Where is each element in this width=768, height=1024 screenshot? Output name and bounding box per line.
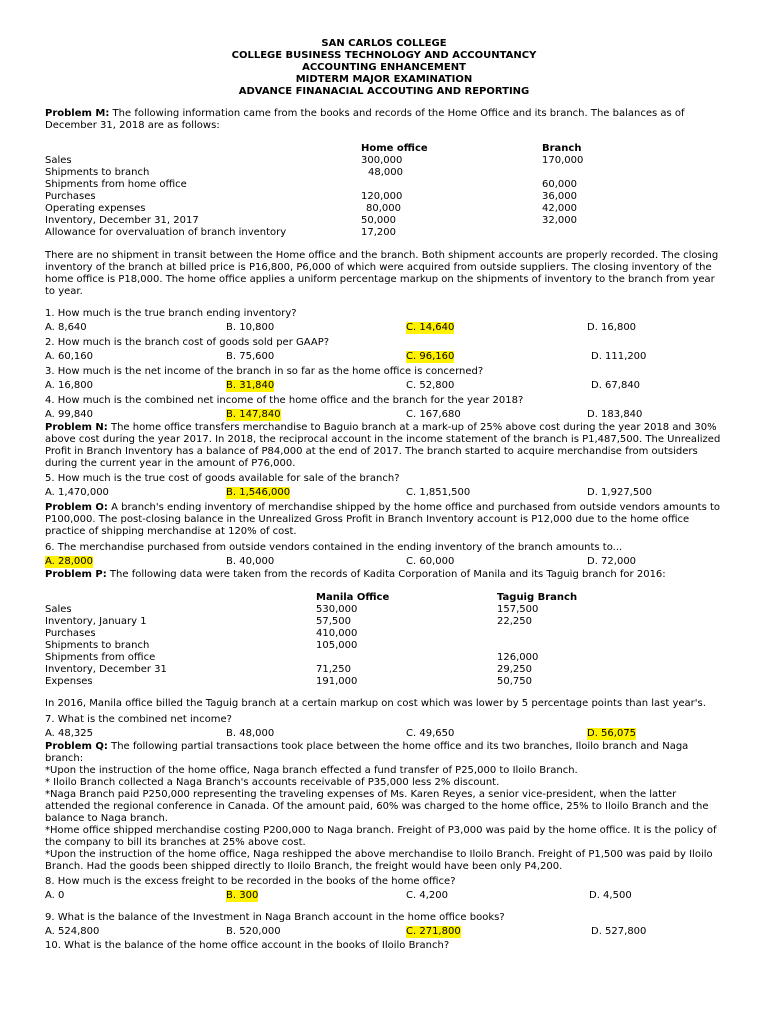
row-label: Purchases <box>45 628 96 639</box>
col-branch: Branch <box>542 143 582 154</box>
problem-q-item: * Iloilo Branch collected a Naga Branch's accounts receivable of P35,000 less 2% discount. <box>45 777 500 788</box>
problem-p-paragraph: In 2016, Manila office billed the Taguig branch at a certain markup on cost which was lower by 5 percentage points than last year's. <box>45 698 706 709</box>
table-row <box>45 604 723 616</box>
taguig-value: 22,250 <box>497 616 532 627</box>
row-label: Shipments to branch <box>45 167 150 178</box>
home-office-value: 120,000 <box>361 191 403 202</box>
choice-a: A. 0 <box>45 890 65 901</box>
question-6 <box>45 542 723 568</box>
home-office-value: 80,000 <box>366 203 401 214</box>
manila-value: 57,500 <box>316 616 351 627</box>
problem-p-text: The following data were taken from the records of Kadita Corporation of Manila and its Taguig branch for 2016: <box>109 569 666 580</box>
choice-a: A. 99,840 <box>45 409 94 420</box>
table-row <box>45 227 723 239</box>
manila-value: 530,000 <box>316 604 358 615</box>
home-office-value: 17,200 <box>361 227 396 238</box>
row-label: Sales <box>45 155 72 166</box>
home-office-value: 48,000 <box>368 167 403 178</box>
problem-m-label: Problem M: <box>45 108 110 119</box>
choice-c: C. 60,000 <box>406 556 455 567</box>
choice-b-highlighted: B. 1,546,000 <box>226 487 291 498</box>
question-text <box>45 876 723 888</box>
question-10 <box>45 940 723 952</box>
choice-a: A. 524,800 <box>45 926 100 937</box>
choice-c: C. 4,200 <box>406 890 448 901</box>
problem-m-text: The following information came from the books and records of the Home Office and its branch. The balances as of December 31, 2018 are as follows: <box>45 108 685 131</box>
choices <box>45 487 723 499</box>
question-3 <box>45 366 723 392</box>
exam-page <box>45 38 723 952</box>
row-label: Purchases <box>45 191 96 202</box>
choices <box>45 380 723 392</box>
table-row <box>45 616 723 628</box>
problem-m-paragraph: There are no shipment in transit between the Home office and the branch. Both shipment accounts are properly recorded. The closing inventory of the branch at billed price is P16,800, P6,000 of which were acquired from outside suppliers. The closing inventory of the home office is P18,000. The home office applies a uniform percentage markup on the shipments of inventory to the branch from year to year. <box>45 250 719 297</box>
taguig-value: 126,000 <box>497 652 539 663</box>
problem-q-text: The following partial transactions took place between the home office and its two branches, Iloilo branch and Naga branch: <box>45 741 689 764</box>
problem-n-label: Problem N: <box>45 422 108 433</box>
choice-d: D. 67,840 <box>591 380 641 391</box>
question-stem: 6. The merchandise purchased from outside vendors contained in the ending inventory of the branch amounts to... <box>45 542 623 553</box>
taguig-value: 29,250 <box>497 664 532 675</box>
choices <box>45 926 723 938</box>
problem-p-label: Problem P: <box>45 569 107 580</box>
course-name: ADVANCE FINANACIAL ACCOUTING AND REPORTING <box>238 86 530 97</box>
question-1 <box>45 308 723 334</box>
choice-b-highlighted: B. 31,840 <box>226 380 275 391</box>
problem-n <box>45 422 723 470</box>
problem-o <box>45 502 723 538</box>
problem-q-label: Problem Q: <box>45 741 108 752</box>
choice-d: D. 72,000 <box>587 556 637 567</box>
choice-a-highlighted: A. 28,000 <box>45 556 94 567</box>
branch-value: 42,000 <box>542 203 577 214</box>
question-text <box>45 912 723 924</box>
choice-d: D. 183,840 <box>587 409 643 420</box>
choices <box>45 351 723 363</box>
choice-b: B. 40,000 <box>226 556 275 567</box>
exam-header <box>45 38 723 98</box>
question-7 <box>45 714 723 740</box>
question-stem: 10. What is the balance of the home office account in the books of Iloilo Branch? <box>45 940 450 951</box>
row-label: Inventory, January 1 <box>45 616 147 627</box>
choice-d: D. 16,800 <box>587 322 637 333</box>
col-manila-office: Manila Office <box>316 592 390 603</box>
home-office-value: 50,000 <box>361 215 396 226</box>
choice-b: B. 75,600 <box>226 351 275 362</box>
row-label: Shipments from office <box>45 652 156 663</box>
table-row <box>45 652 723 664</box>
problem-o-label: Problem O: <box>45 502 108 513</box>
choice-c: C. 49,650 <box>406 728 455 739</box>
problem-m-table <box>45 143 723 239</box>
school-name: SAN CARLOS COLLEGE <box>321 38 447 49</box>
question-text <box>45 337 723 349</box>
question-text <box>45 395 723 407</box>
choices <box>45 322 723 334</box>
question-text <box>45 308 723 320</box>
branch-value: 36,000 <box>542 191 577 202</box>
choice-a: A. 60,160 <box>45 351 94 362</box>
manila-value: 191,000 <box>316 676 358 687</box>
problem-n-text: The home office transfers merchandise to Baguio branch at a mark-up of 25% above cost during the year 2018 and 30% above cost during the year 2017. In 2018, the reciprocal account in the income statement of the branch is P1,487,500. The Unrealized Profit in Branch Inventory has a balance of P84,000 at the end of 2017. The branch started to acquire merchandise from outsiders during the current year in the amount of P76,000. <box>45 422 721 469</box>
question-stem: 1. How much is the true branch ending inventory? <box>45 308 297 319</box>
choice-d: D. 4,500 <box>589 890 632 901</box>
exam-name: MIDTERM MAJOR EXAMINATION <box>295 74 473 85</box>
problem-q-item: *Home office shipped merchandise costing P200,000 to Naga branch. Freight of P3,000 was paid by the home office. It is the policy of the company to bill its branches at 25% above cost. <box>45 825 717 848</box>
branch-value: 32,000 <box>542 215 577 226</box>
question-stem: 4. How much is the combined net income of the home office and the branch for the year 2018? <box>45 395 524 406</box>
problem-q-item: *Upon the instruction of the home office, Naga reshipped the above merchandise to Iloilo Branch. Freight of P1,500 was paid by Iloilo Branch. Had the goods been shipped directly to Iloilo Branch, the freight would have been only P4,200. <box>45 849 713 872</box>
choice-b-highlighted: B. 300 <box>226 890 259 901</box>
question-stem: 3. How much is the net income of the branch in so far as the home office is concerned? <box>45 366 484 377</box>
table-row <box>45 203 723 215</box>
table-header <box>45 592 723 604</box>
col-taguig-branch: Taguig Branch <box>497 592 578 603</box>
row-label: Shipments to branch <box>45 640 150 651</box>
college-name: COLLEGE BUSINESS TECHNOLOGY AND ACCOUNTANCY <box>231 50 537 61</box>
problem-p-table <box>45 592 723 688</box>
table-row <box>45 167 723 179</box>
question-5 <box>45 473 723 499</box>
question-text <box>45 366 723 378</box>
question-stem: 9. What is the balance of the Investment in Naga Branch account in the home office books? <box>45 912 505 923</box>
choices <box>45 409 723 421</box>
question-8 <box>45 876 723 902</box>
question-text <box>45 473 723 485</box>
question-2 <box>45 337 723 363</box>
choice-a: A. 16,800 <box>45 380 94 391</box>
taguig-value: 157,500 <box>497 604 539 615</box>
row-label: Inventory, December 31, 2017 <box>45 215 199 226</box>
choice-c-highlighted: C. 271,800 <box>406 926 461 937</box>
problem-q-item: *Upon the instruction of the home office, Naga branch effected a fund transfer of P25,000 to Iloilo Branch. <box>45 765 578 776</box>
table-row <box>45 628 723 640</box>
col-home-office: Home office <box>361 143 428 154</box>
subject-name: ACCOUNTING ENHANCEMENT <box>302 62 466 73</box>
choice-c: C. 167,680 <box>406 409 461 420</box>
row-label: Allowance for overvaluation of branch inventory <box>45 227 287 238</box>
manila-value: 71,250 <box>316 664 351 675</box>
problem-q-item: *Naga Branch paid P250,000 representing the traveling expenses of Ms. Karen Reyes, a senior vice-president, when the latter attended the regional conference in Canada. Of the amount paid, 60% was charged to the home office, 25% to Iloilo Branch and the balance to Naga branch. <box>45 789 709 824</box>
row-label: Operating expenses <box>45 203 146 214</box>
choice-c-highlighted: C. 14,640 <box>406 322 455 333</box>
table-row <box>45 191 723 203</box>
table-row <box>45 664 723 676</box>
table-row <box>45 640 723 652</box>
table-row <box>45 676 723 688</box>
branch-value: 60,000 <box>542 179 577 190</box>
branch-value: 170,000 <box>542 155 584 166</box>
manila-value: 410,000 <box>316 628 358 639</box>
table-header <box>45 143 723 155</box>
choices <box>45 890 723 902</box>
question-stem: 7. What is the combined net income? <box>45 714 232 725</box>
row-label: Inventory, December 31 <box>45 664 167 675</box>
choice-b-highlighted: B. 147,840 <box>226 409 281 420</box>
question-stem: 8. How much is the excess freight to be recorded in the books of the home office? <box>45 876 456 887</box>
choice-c-highlighted: C. 96,160 <box>406 351 455 362</box>
choice-b: B. 10,800 <box>226 322 275 333</box>
problem-m-intro <box>45 108 723 132</box>
row-label: Expenses <box>45 676 93 687</box>
table-row <box>45 179 723 191</box>
choice-c: C. 1,851,500 <box>406 487 471 498</box>
choice-d-highlighted: D. 56,075 <box>587 728 637 739</box>
choice-d: D. 527,800 <box>591 926 647 937</box>
choices <box>45 556 723 568</box>
row-label: Sales <box>45 604 72 615</box>
choice-d: D. 111,200 <box>591 351 647 362</box>
row-label: Shipments from home office <box>45 179 187 190</box>
question-stem: 5. How much is the true cost of goods available for sale of the branch? <box>45 473 400 484</box>
home-office-value: 300,000 <box>361 155 403 166</box>
choice-d: D. 1,927,500 <box>587 487 652 498</box>
taguig-value: 50,750 <box>497 676 532 687</box>
question-text <box>45 714 723 726</box>
question-4 <box>45 395 723 421</box>
question-stem: 2. How much is the branch cost of goods sold per GAAP? <box>45 337 330 348</box>
choice-c: C. 52,800 <box>406 380 455 391</box>
problem-q <box>45 741 723 765</box>
choice-b: B. 48,000 <box>226 728 275 739</box>
problem-p <box>45 569 723 581</box>
choices <box>45 728 723 740</box>
problem-o-text: A branch's ending inventory of merchandise shipped by the home office and purchased from outside vendors amounts to P100,000. The post-closing balance in the Unrealized Gross Profit in Branch Inventory account is P12,000 due to the home office practice of shipping merchandise at 120% of cost. <box>45 502 721 537</box>
question-text <box>45 542 723 554</box>
choice-a: A. 1,470,000 <box>45 487 109 498</box>
choice-a: A. 8,640 <box>45 322 87 333</box>
table-row <box>45 215 723 227</box>
question-9 <box>45 912 723 938</box>
table-row <box>45 155 723 167</box>
choice-b: B. 520,000 <box>226 926 281 937</box>
manila-value: 105,000 <box>316 640 358 651</box>
choice-a: A. 48,325 <box>45 728 94 739</box>
